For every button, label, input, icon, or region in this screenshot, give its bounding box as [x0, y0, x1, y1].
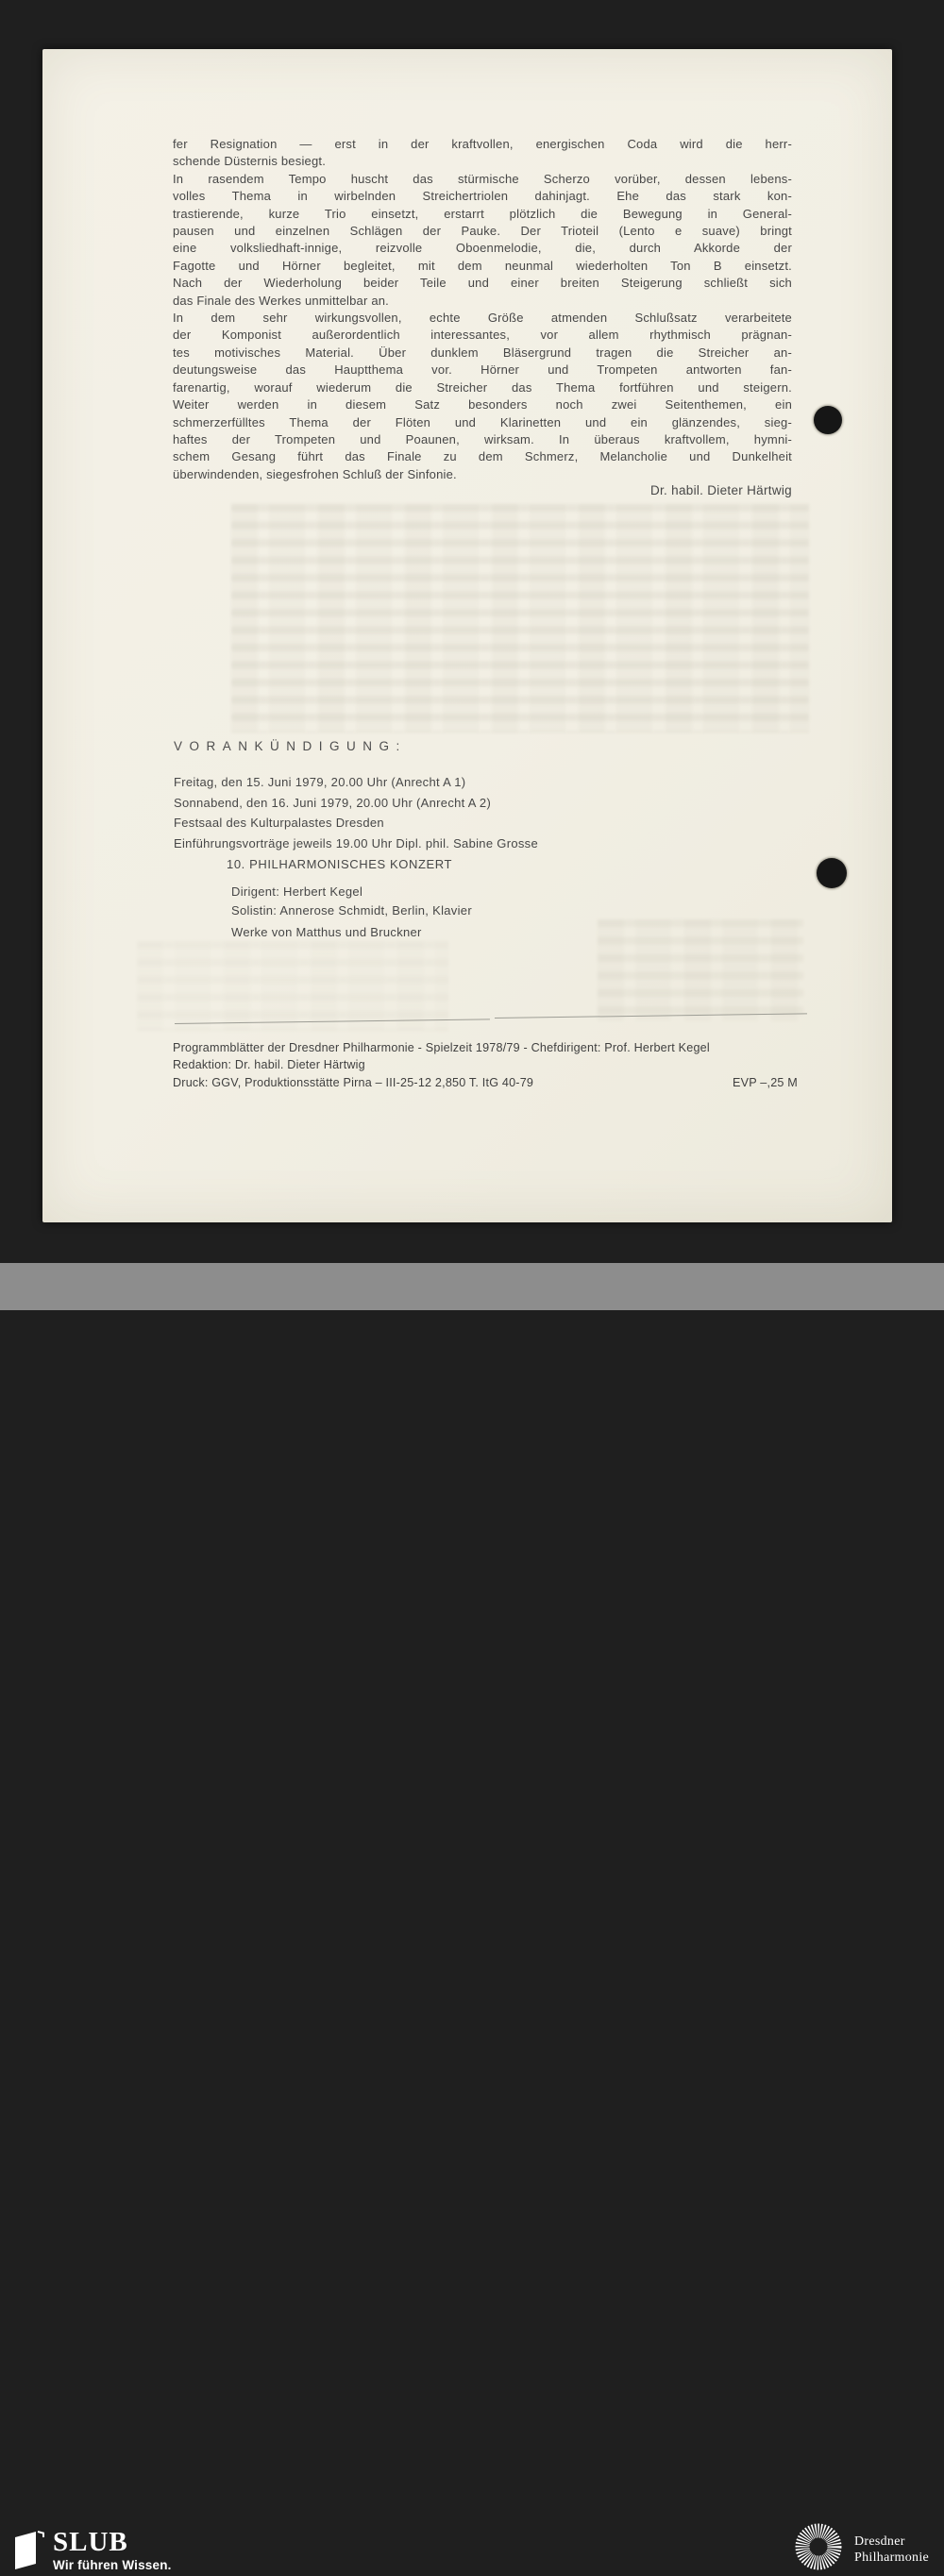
announcement-line: Festsaal des Kulturpalastes Dresden [174, 816, 384, 831]
imprint-line: Programmblätter der Dresdner Philharmonie - Spielzeit 1978/79 - Chefdirigent: Prof. Herbert Kegel [173, 1041, 710, 1054]
text-line: das Finale des Werkes unmittelbar an. [173, 293, 389, 308]
imprint-line: Redaktion: Dr. habil. Dieter Härtwig [173, 1058, 365, 1072]
announcement-line: Sonnabend, den 16. Juni 1979, 20.00 Uhr (Anrecht A 2) [174, 795, 492, 810]
dresdner-philharmonie-logo [794, 2522, 929, 2576]
dp-line1: Dresdner [854, 2534, 905, 2549]
bleed-through-text [137, 941, 448, 1031]
text-line: Nach der Wiederholung beider Teile und einer breiten Steigerung schließt sich [173, 276, 792, 291]
text-line: schmerzerfülltes Thema der Flöten und Klarinetten und ein glänzendes, sieg- [173, 414, 792, 429]
announcement-line: Freitag, den 15. Juni 1979, 20.00 Uhr (Anrecht A 1) [174, 775, 466, 789]
text-line: haftes der Trompeten und Poaunen, wirksam. In überaus kraftvollem, hymni- [173, 431, 792, 446]
text-line: deutungsweise das Hauptthema vor. Hörner und Trompeten antworten fan- [173, 362, 792, 378]
imprint-block [173, 1039, 798, 1091]
slub-wordmark: SLUB [53, 2527, 128, 2557]
text-line: der Komponist außerordentlich interessantes, vor allem rhythmisch prägnan- [173, 328, 792, 343]
text-line: Weiter werden in diesem Satz besonders noch zwei Seitenthemen, ein [173, 397, 792, 412]
announcement-lines [174, 772, 538, 853]
text-line: fer Resignation — erst in der kraftvollen, energischen Coda wird die herr- [173, 137, 792, 151]
text-line: schende Düsternis besiegt. [173, 154, 327, 169]
text-line: eine volksliedhaft-innige, reizvolle Oboenmelodie, die, durch Akkorde der [173, 241, 792, 256]
slub-logo [14, 2527, 172, 2574]
concert-works: Werke von Matthus und Bruckner [231, 925, 422, 939]
announcement-line: Einführungsvorträge jeweils 19.00 Uhr Dipl. phil. Sabine Grosse [174, 835, 538, 850]
text-line: volles Thema in wirbelnden Streichertriolen dahinjagt. Ehe das stark kon- [173, 189, 792, 204]
text-line: In dem sehr wirkungsvollen, echte Größe atmenden Schlußsatz verarbeitete [173, 311, 792, 326]
dresdner-philharmonie-wordmark [854, 2534, 929, 2566]
imprint-line [173, 1074, 798, 1091]
concert-title: 10. PHILHARMONISCHES KONZERT [227, 857, 453, 871]
main-text [173, 136, 792, 483]
author-signature: Dr. habil. Dieter Härtwig [649, 483, 792, 497]
text-line: schem Gesang führt das Finale zu dem Schmerz, Melancholie und Dunkelheit [173, 449, 792, 464]
scanned-document-page [42, 49, 892, 1222]
imprint-print-info: Druck: GGV, Produktionsstätte Pirna – III-25-12 2,850 T. ItG 40-79 [173, 1075, 534, 1089]
text-line: trastierende, kurze Trio einsetzt, erstarrt plötzlich die Bewegung in General- [173, 206, 792, 221]
slub-tagline: Wir führen Wissen. [53, 2558, 172, 2572]
text-line: tes motivisches Material. Über dunklem Bläsergrund tragen die Streicher an- [173, 345, 792, 360]
concert-conductor: Dirigent: Herbert Kegel [231, 884, 363, 899]
punch-hole [814, 406, 842, 434]
bleed-through-text [598, 919, 803, 1021]
announcement-heading: VORANKÜNDIGUNG: [174, 739, 407, 753]
text-line: überwindenden, siegesfrohen Schluß der Sinfonie. [173, 466, 457, 481]
starburst-icon [794, 2522, 843, 2576]
text-line: In rasendem Tempo huscht das stürmische Scherzo vorüber, dessen lebens- [173, 171, 792, 186]
branding-bar [0, 1263, 944, 2572]
text-line: Fagotte und Hörner begleitet, mit dem neunmal wiederholten Ton B einsetzt. [173, 258, 792, 273]
text-line: farenartig, worauf wiederum die Streicher das Thema fortführen und steigern. [173, 379, 792, 395]
imprint-price: EVP –,25 M [733, 1075, 798, 1089]
bleed-through-text [231, 504, 809, 732]
punch-hole [817, 858, 847, 888]
concert-people [231, 883, 472, 919]
slub-book-icon [14, 2530, 44, 2574]
dp-line2: Philharmonie [854, 2550, 930, 2565]
text-line: pausen und einzelnen Schlägen der Pauke. Der Trioteil (Lento e suave) bringt [173, 224, 792, 239]
concert-soloist: Solistin: Annerose Schmidt, Berlin, Klavier [231, 902, 472, 918]
